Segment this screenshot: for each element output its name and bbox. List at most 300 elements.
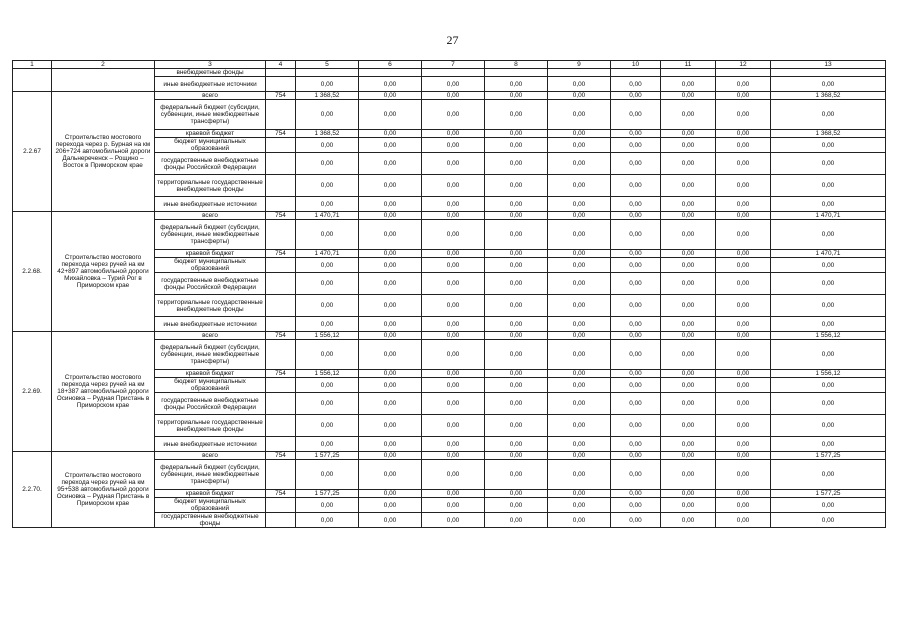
funding-source: бюджет муниципальных образований (155, 378, 266, 393)
budget-code: 754 (266, 490, 296, 498)
budget-code (266, 295, 296, 317)
amount-cell: 0,00 (296, 460, 359, 490)
amount-cell: 0,00 (611, 332, 661, 340)
amount-cell: 0,00 (716, 197, 771, 212)
amount-cell: 0,00 (661, 460, 716, 490)
amount-cell: 0,00 (422, 460, 485, 490)
amount-cell: 0,00 (359, 77, 422, 92)
amount-cell: 0,00 (661, 340, 716, 370)
amount-cell: 0,00 (548, 490, 611, 498)
column-header: 5 (296, 61, 359, 69)
empty-cell (52, 69, 155, 92)
amount-cell: 1 368,52 (296, 92, 359, 100)
object-index: 2.2.68. (13, 212, 52, 332)
amount-cell: 0,00 (716, 138, 771, 153)
column-header: 13 (771, 61, 886, 69)
amount-cell: 0,00 (422, 100, 485, 130)
amount-cell: 0,00 (661, 258, 716, 273)
amount-cell: 0,00 (661, 378, 716, 393)
amount-cell: 0,00 (611, 378, 661, 393)
amount-cell: 0,00 (296, 393, 359, 415)
amount-cell: 0,00 (716, 332, 771, 340)
amount-cell: 0,00 (771, 378, 886, 393)
amount-cell: 0,00 (548, 250, 611, 258)
funding-source: государственные внебюджетные фонды Российской Федерации (155, 153, 266, 175)
budget-code (266, 513, 296, 528)
amount-cell: 0,00 (661, 153, 716, 175)
funding-source: иные внебюджетные источники (155, 437, 266, 452)
amount-cell: 0,00 (716, 212, 771, 220)
amount-cell: 0,00 (661, 130, 716, 138)
amount-cell: 0,00 (485, 212, 548, 220)
funding-source: всего (155, 212, 266, 220)
amount-cell: 0,00 (485, 378, 548, 393)
budget-code: 754 (266, 92, 296, 100)
budget-code (266, 220, 296, 250)
amount-cell: 0,00 (661, 370, 716, 378)
amount-cell (771, 69, 886, 77)
amount-cell: 0,00 (661, 220, 716, 250)
amount-cell: 0,00 (548, 415, 611, 437)
amount-cell: 0,00 (296, 77, 359, 92)
amount-cell: 0,00 (548, 295, 611, 317)
amount-cell: 0,00 (422, 317, 485, 332)
column-header: 9 (548, 61, 611, 69)
amount-cell: 0,00 (771, 153, 886, 175)
amount-cell: 1 577,25 (771, 452, 886, 460)
table-row (13, 92, 886, 100)
amount-cell: 0,00 (422, 437, 485, 452)
amount-cell: 0,00 (716, 295, 771, 317)
amount-cell: 0,00 (422, 258, 485, 273)
amount-cell: 0,00 (422, 138, 485, 153)
amount-cell (611, 69, 661, 77)
amount-cell: 0,00 (716, 153, 771, 175)
amount-cell: 0,00 (485, 452, 548, 460)
amount-cell: 0,00 (422, 452, 485, 460)
funding-source: всего (155, 452, 266, 460)
amount-cell: 0,00 (359, 452, 422, 460)
funding-source: государственные внебюджетные фонды Российской Федерации (155, 273, 266, 295)
amount-cell: 0,00 (548, 258, 611, 273)
amount-cell: 1 577,25 (296, 490, 359, 498)
budget-code: 754 (266, 370, 296, 378)
amount-cell: 0,00 (661, 273, 716, 295)
amount-cell: 1 577,25 (771, 490, 886, 498)
amount-cell: 0,00 (359, 317, 422, 332)
budget-code (266, 378, 296, 393)
amount-cell: 0,00 (359, 340, 422, 370)
funding-source: иные внебюджетные источники (155, 197, 266, 212)
amount-cell: 0,00 (716, 437, 771, 452)
amount-cell: 0,00 (661, 393, 716, 415)
amount-cell: 0,00 (716, 378, 771, 393)
funding-source: иные внебюджетные источники (155, 77, 266, 92)
amount-cell (296, 69, 359, 77)
amount-cell: 0,00 (611, 100, 661, 130)
amount-cell: 0,00 (611, 317, 661, 332)
table-body (13, 69, 886, 528)
amount-cell: 1 368,52 (296, 130, 359, 138)
amount-cell: 0,00 (716, 258, 771, 273)
amount-cell: 0,00 (771, 437, 886, 452)
amount-cell: 0,00 (359, 490, 422, 498)
funding-source: иные внебюджетные источники (155, 317, 266, 332)
table-row (13, 212, 886, 220)
amount-cell: 0,00 (611, 138, 661, 153)
amount-cell: 0,00 (422, 415, 485, 437)
budget-code (266, 437, 296, 452)
amount-cell: 0,00 (548, 460, 611, 490)
amount-cell: 0,00 (485, 498, 548, 513)
amount-cell (548, 69, 611, 77)
amount-cell: 0,00 (422, 250, 485, 258)
amount-cell: 0,00 (359, 437, 422, 452)
amount-cell: 0,00 (359, 370, 422, 378)
amount-cell: 0,00 (716, 513, 771, 528)
amount-cell: 0,00 (611, 452, 661, 460)
amount-cell: 0,00 (359, 295, 422, 317)
amount-cell: 0,00 (661, 212, 716, 220)
amount-cell: 0,00 (548, 317, 611, 332)
amount-cell: 0,00 (485, 460, 548, 490)
amount-cell: 0,00 (485, 295, 548, 317)
amount-cell: 0,00 (661, 100, 716, 130)
amount-cell: 0,00 (422, 92, 485, 100)
amount-cell: 0,00 (661, 498, 716, 513)
amount-cell: 1 368,52 (771, 130, 886, 138)
amount-cell: 1 556,12 (296, 370, 359, 378)
budget-code (266, 460, 296, 490)
amount-cell: 0,00 (661, 250, 716, 258)
amount-cell: 0,00 (611, 513, 661, 528)
column-header: 7 (422, 61, 485, 69)
amount-cell: 0,00 (716, 415, 771, 437)
amount-cell: 1 470,71 (296, 250, 359, 258)
amount-cell: 0,00 (548, 378, 611, 393)
column-header: 11 (661, 61, 716, 69)
amount-cell: 0,00 (359, 175, 422, 197)
amount-cell: 0,00 (422, 393, 485, 415)
table-row (13, 332, 886, 340)
amount-cell: 0,00 (485, 258, 548, 273)
amount-cell: 0,00 (422, 175, 485, 197)
amount-cell: 0,00 (548, 437, 611, 452)
amount-cell: 0,00 (296, 273, 359, 295)
amount-cell: 0,00 (716, 77, 771, 92)
amount-cell: 0,00 (548, 100, 611, 130)
object-index: 2.2.70. (13, 452, 52, 528)
amount-cell (485, 69, 548, 77)
amount-cell: 1 470,71 (296, 212, 359, 220)
funding-source: бюджет муниципальных образований (155, 138, 266, 153)
funding-source: федеральный бюджет (субсидии, субвенции, иные межбюджетные трансферты) (155, 460, 266, 490)
amount-cell: 0,00 (485, 197, 548, 212)
budget-code: 754 (266, 212, 296, 220)
amount-cell: 0,00 (485, 437, 548, 452)
budget-code: 754 (266, 250, 296, 258)
funding-source: краевой бюджет (155, 250, 266, 258)
page-number: 27 (446, 33, 459, 47)
amount-cell: 0,00 (611, 437, 661, 452)
amount-cell: 0,00 (359, 258, 422, 273)
amount-cell: 0,00 (422, 197, 485, 212)
amount-cell: 0,00 (611, 490, 661, 498)
amount-cell: 0,00 (359, 197, 422, 212)
amount-cell: 0,00 (359, 393, 422, 415)
funding-source: территориальные государственные внебюджетные фонды (155, 295, 266, 317)
amount-cell: 0,00 (716, 393, 771, 415)
budget-table (12, 60, 886, 528)
amount-cell: 0,00 (716, 498, 771, 513)
object-index: 2.2.67 (13, 92, 52, 212)
amount-cell: 0,00 (548, 340, 611, 370)
amount-cell: 0,00 (548, 138, 611, 153)
amount-cell: 0,00 (296, 513, 359, 528)
amount-cell: 0,00 (771, 295, 886, 317)
amount-cell: 0,00 (485, 273, 548, 295)
amount-cell: 0,00 (716, 452, 771, 460)
funding-source: всего (155, 332, 266, 340)
budget-code (266, 415, 296, 437)
amount-cell: 0,00 (359, 378, 422, 393)
amount-cell: 0,00 (771, 317, 886, 332)
amount-cell: 0,00 (611, 295, 661, 317)
amount-cell: 0,00 (548, 92, 611, 100)
amount-cell: 0,00 (661, 197, 716, 212)
amount-cell: 0,00 (359, 138, 422, 153)
amount-cell: 1 368,52 (771, 92, 886, 100)
amount-cell: 0,00 (611, 273, 661, 295)
amount-cell: 0,00 (485, 100, 548, 130)
amount-cell: 0,00 (485, 220, 548, 250)
budget-code (266, 273, 296, 295)
amount-cell: 0,00 (661, 175, 716, 197)
amount-cell: 0,00 (661, 452, 716, 460)
amount-cell: 0,00 (296, 378, 359, 393)
budget-code: 754 (266, 332, 296, 340)
budget-code (266, 197, 296, 212)
amount-cell: 0,00 (548, 452, 611, 460)
amount-cell: 0,00 (422, 273, 485, 295)
amount-cell: 0,00 (485, 340, 548, 370)
amount-cell: 0,00 (661, 332, 716, 340)
amount-cell: 0,00 (716, 100, 771, 130)
amount-cell: 1 556,12 (771, 370, 886, 378)
amount-cell: 0,00 (548, 273, 611, 295)
amount-cell: 0,00 (422, 212, 485, 220)
amount-cell: 0,00 (422, 498, 485, 513)
amount-cell: 0,00 (359, 212, 422, 220)
amount-cell: 0,00 (771, 258, 886, 273)
amount-cell: 0,00 (548, 212, 611, 220)
amount-cell: 0,00 (485, 138, 548, 153)
amount-cell: 0,00 (359, 332, 422, 340)
amount-cell: 0,00 (611, 220, 661, 250)
amount-cell: 0,00 (611, 77, 661, 92)
amount-cell: 0,00 (485, 153, 548, 175)
amount-cell: 0,00 (661, 513, 716, 528)
amount-cell: 0,00 (485, 77, 548, 92)
amount-cell: 0,00 (485, 332, 548, 340)
amount-cell: 0,00 (422, 295, 485, 317)
amount-cell: 0,00 (485, 513, 548, 528)
funding-source: федеральный бюджет (субсидии, субвенции, иные межбюджетные трансферты) (155, 100, 266, 130)
funding-source: государственные внебюджетные фонды Российской Федерации (155, 393, 266, 415)
amount-cell: 0,00 (716, 460, 771, 490)
column-header: 6 (359, 61, 422, 69)
amount-cell: 0,00 (771, 175, 886, 197)
funding-source: краевой бюджет (155, 490, 266, 498)
budget-code (266, 138, 296, 153)
amount-cell: 0,00 (716, 370, 771, 378)
amount-cell: 1 556,12 (771, 332, 886, 340)
amount-cell: 0,00 (661, 92, 716, 100)
amount-cell: 0,00 (611, 175, 661, 197)
amount-cell: 0,00 (422, 77, 485, 92)
column-header: 2 (52, 61, 155, 69)
amount-cell: 0,00 (359, 220, 422, 250)
amount-cell: 0,00 (359, 153, 422, 175)
amount-cell: 0,00 (485, 250, 548, 258)
amount-cell: 0,00 (422, 130, 485, 138)
funding-source: краевой бюджет (155, 370, 266, 378)
column-header: 8 (485, 61, 548, 69)
amount-cell: 0,00 (422, 490, 485, 498)
budget-code (266, 100, 296, 130)
column-header: 12 (716, 61, 771, 69)
amount-cell: 0,00 (611, 393, 661, 415)
amount-cell: 0,00 (548, 175, 611, 197)
amount-cell: 0,00 (485, 393, 548, 415)
budget-code: 754 (266, 130, 296, 138)
table-row (13, 69, 886, 77)
amount-cell: 0,00 (296, 220, 359, 250)
amount-cell: 0,00 (771, 393, 886, 415)
amount-cell: 0,00 (485, 92, 548, 100)
amount-cell: 0,00 (611, 370, 661, 378)
amount-cell: 0,00 (359, 130, 422, 138)
amount-cell: 0,00 (548, 130, 611, 138)
amount-cell (661, 69, 716, 77)
amount-cell: 0,00 (716, 273, 771, 295)
amount-cell: 0,00 (296, 437, 359, 452)
amount-cell: 0,00 (716, 490, 771, 498)
amount-cell (359, 69, 422, 77)
column-header: 10 (611, 61, 661, 69)
amount-cell: 0,00 (296, 295, 359, 317)
budget-code (266, 69, 296, 77)
empty-cell (13, 69, 52, 92)
amount-cell: 0,00 (296, 197, 359, 212)
amount-cell: 0,00 (611, 92, 661, 100)
budget-code (266, 317, 296, 332)
amount-cell: 0,00 (422, 332, 485, 340)
amount-cell: 0,00 (359, 513, 422, 528)
budget-code (266, 77, 296, 92)
amount-cell: 0,00 (359, 498, 422, 513)
budget-code (266, 498, 296, 513)
amount-cell: 0,00 (485, 317, 548, 332)
amount-cell: 0,00 (296, 498, 359, 513)
amount-cell (422, 69, 485, 77)
amount-cell: 0,00 (661, 317, 716, 332)
column-header: 4 (266, 61, 296, 69)
amount-cell: 0,00 (716, 250, 771, 258)
amount-cell: 0,00 (771, 340, 886, 370)
amount-cell: 0,00 (548, 393, 611, 415)
funding-source: всего (155, 92, 266, 100)
amount-cell: 0,00 (771, 220, 886, 250)
amount-cell: 0,00 (296, 415, 359, 437)
amount-cell: 0,00 (771, 77, 886, 92)
funding-source: внебюджетные фонды (155, 69, 266, 77)
amount-cell: 0,00 (296, 153, 359, 175)
amount-cell: 0,00 (661, 415, 716, 437)
amount-cell: 0,00 (611, 340, 661, 370)
amount-cell: 0,00 (771, 415, 886, 437)
funding-source: краевой бюджет (155, 130, 266, 138)
funding-source: государственные внебюджетные фонды (155, 513, 266, 528)
amount-cell: 0,00 (661, 437, 716, 452)
amount-cell: 0,00 (359, 92, 422, 100)
amount-cell: 0,00 (548, 370, 611, 378)
amount-cell: 0,00 (661, 490, 716, 498)
amount-cell: 0,00 (359, 415, 422, 437)
amount-cell: 0,00 (611, 258, 661, 273)
funding-source: бюджет муниципальных образований (155, 258, 266, 273)
amount-cell: 1 470,71 (771, 250, 886, 258)
amount-cell: 0,00 (611, 153, 661, 175)
amount-cell: 0,00 (422, 513, 485, 528)
amount-cell: 0,00 (485, 415, 548, 437)
amount-cell: 0,00 (771, 273, 886, 295)
budget-code (266, 393, 296, 415)
amount-cell: 0,00 (296, 138, 359, 153)
amount-cell: 0,00 (296, 100, 359, 130)
amount-cell: 0,00 (611, 415, 661, 437)
budget-code (266, 258, 296, 273)
amount-cell: 0,00 (296, 258, 359, 273)
amount-cell: 0,00 (548, 220, 611, 250)
column-header: 3 (155, 61, 266, 69)
amount-cell: 0,00 (296, 340, 359, 370)
amount-cell: 0,00 (661, 138, 716, 153)
table-row (13, 452, 886, 460)
amount-cell: 1 470,71 (771, 212, 886, 220)
amount-cell: 0,00 (485, 370, 548, 378)
budget-code (266, 175, 296, 197)
object-index: 2.2.69. (13, 332, 52, 452)
column-header: 1 (13, 61, 52, 69)
amount-cell: 0,00 (611, 130, 661, 138)
amount-cell: 0,00 (771, 138, 886, 153)
funding-source: территориальные государственные внебюджетные фонды (155, 415, 266, 437)
funding-source: федеральный бюджет (субсидии, субвенции, иные межбюджетные трансферты) (155, 340, 266, 370)
amount-cell: 0,00 (771, 460, 886, 490)
amount-cell: 0,00 (422, 340, 485, 370)
amount-cell: 0,00 (661, 295, 716, 317)
budget-code (266, 340, 296, 370)
amount-cell: 0,00 (771, 100, 886, 130)
amount-cell: 0,00 (716, 130, 771, 138)
amount-cell: 0,00 (296, 175, 359, 197)
amount-cell: 0,00 (611, 212, 661, 220)
amount-cell: 0,00 (716, 317, 771, 332)
amount-cell: 0,00 (771, 197, 886, 212)
amount-cell: 0,00 (548, 513, 611, 528)
amount-cell: 0,00 (359, 250, 422, 258)
